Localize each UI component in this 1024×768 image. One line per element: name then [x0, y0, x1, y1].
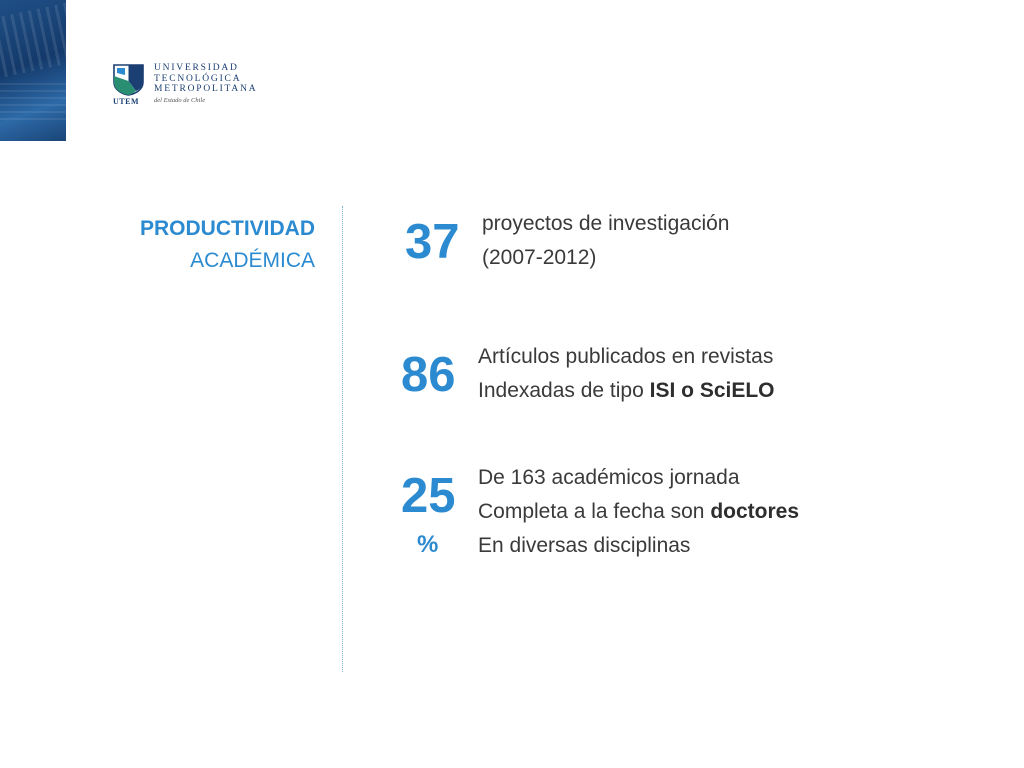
stat-line	[478, 495, 799, 529]
decorative-corner-image	[0, 0, 66, 141]
logo-abbrev: UTEM	[113, 97, 139, 106]
stat-line	[478, 374, 775, 408]
stat-number: 25	[401, 469, 456, 523]
heading-line2: ACADÉMICA	[190, 249, 315, 272]
stat-text-prefix: Indexadas de tipo	[478, 379, 650, 402]
stat-text-bold: doctores	[710, 500, 799, 523]
logo-tagline: del Estado de Chile	[154, 97, 206, 104]
shield-icon	[113, 64, 144, 96]
logo-name-line3: METROPOLITANA	[154, 84, 258, 94]
stat-line: (2007-2012)	[482, 246, 597, 269]
stat-number: 86	[401, 348, 456, 402]
stat-line: Artículos publicados en revistas	[478, 345, 774, 368]
stat-line: De 163 académicos jornada	[478, 466, 740, 489]
stat-description	[482, 207, 729, 275]
stat-text-prefix: Completa a la fecha son	[478, 500, 711, 523]
stat-line: En diversas disciplinas	[478, 534, 691, 557]
dotted-divider	[342, 206, 343, 672]
stat-line: proyectos de investigación	[482, 212, 730, 235]
stat-number: 37	[405, 215, 460, 269]
stat-description	[478, 461, 799, 563]
logo-name	[154, 63, 257, 95]
section-heading	[140, 214, 315, 278]
stat-description	[478, 340, 775, 408]
heading-line1: PRODUCTIVIDAD	[139, 217, 315, 240]
logo-name-line1: UNIVERSIDAD	[154, 63, 239, 73]
stat-text-bold: ISI o SciELO	[649, 379, 775, 402]
logo-name-line2: TECNOLÓGICA	[154, 73, 242, 84]
university-logo	[113, 62, 288, 108]
stat-suffix: %	[417, 531, 439, 558]
